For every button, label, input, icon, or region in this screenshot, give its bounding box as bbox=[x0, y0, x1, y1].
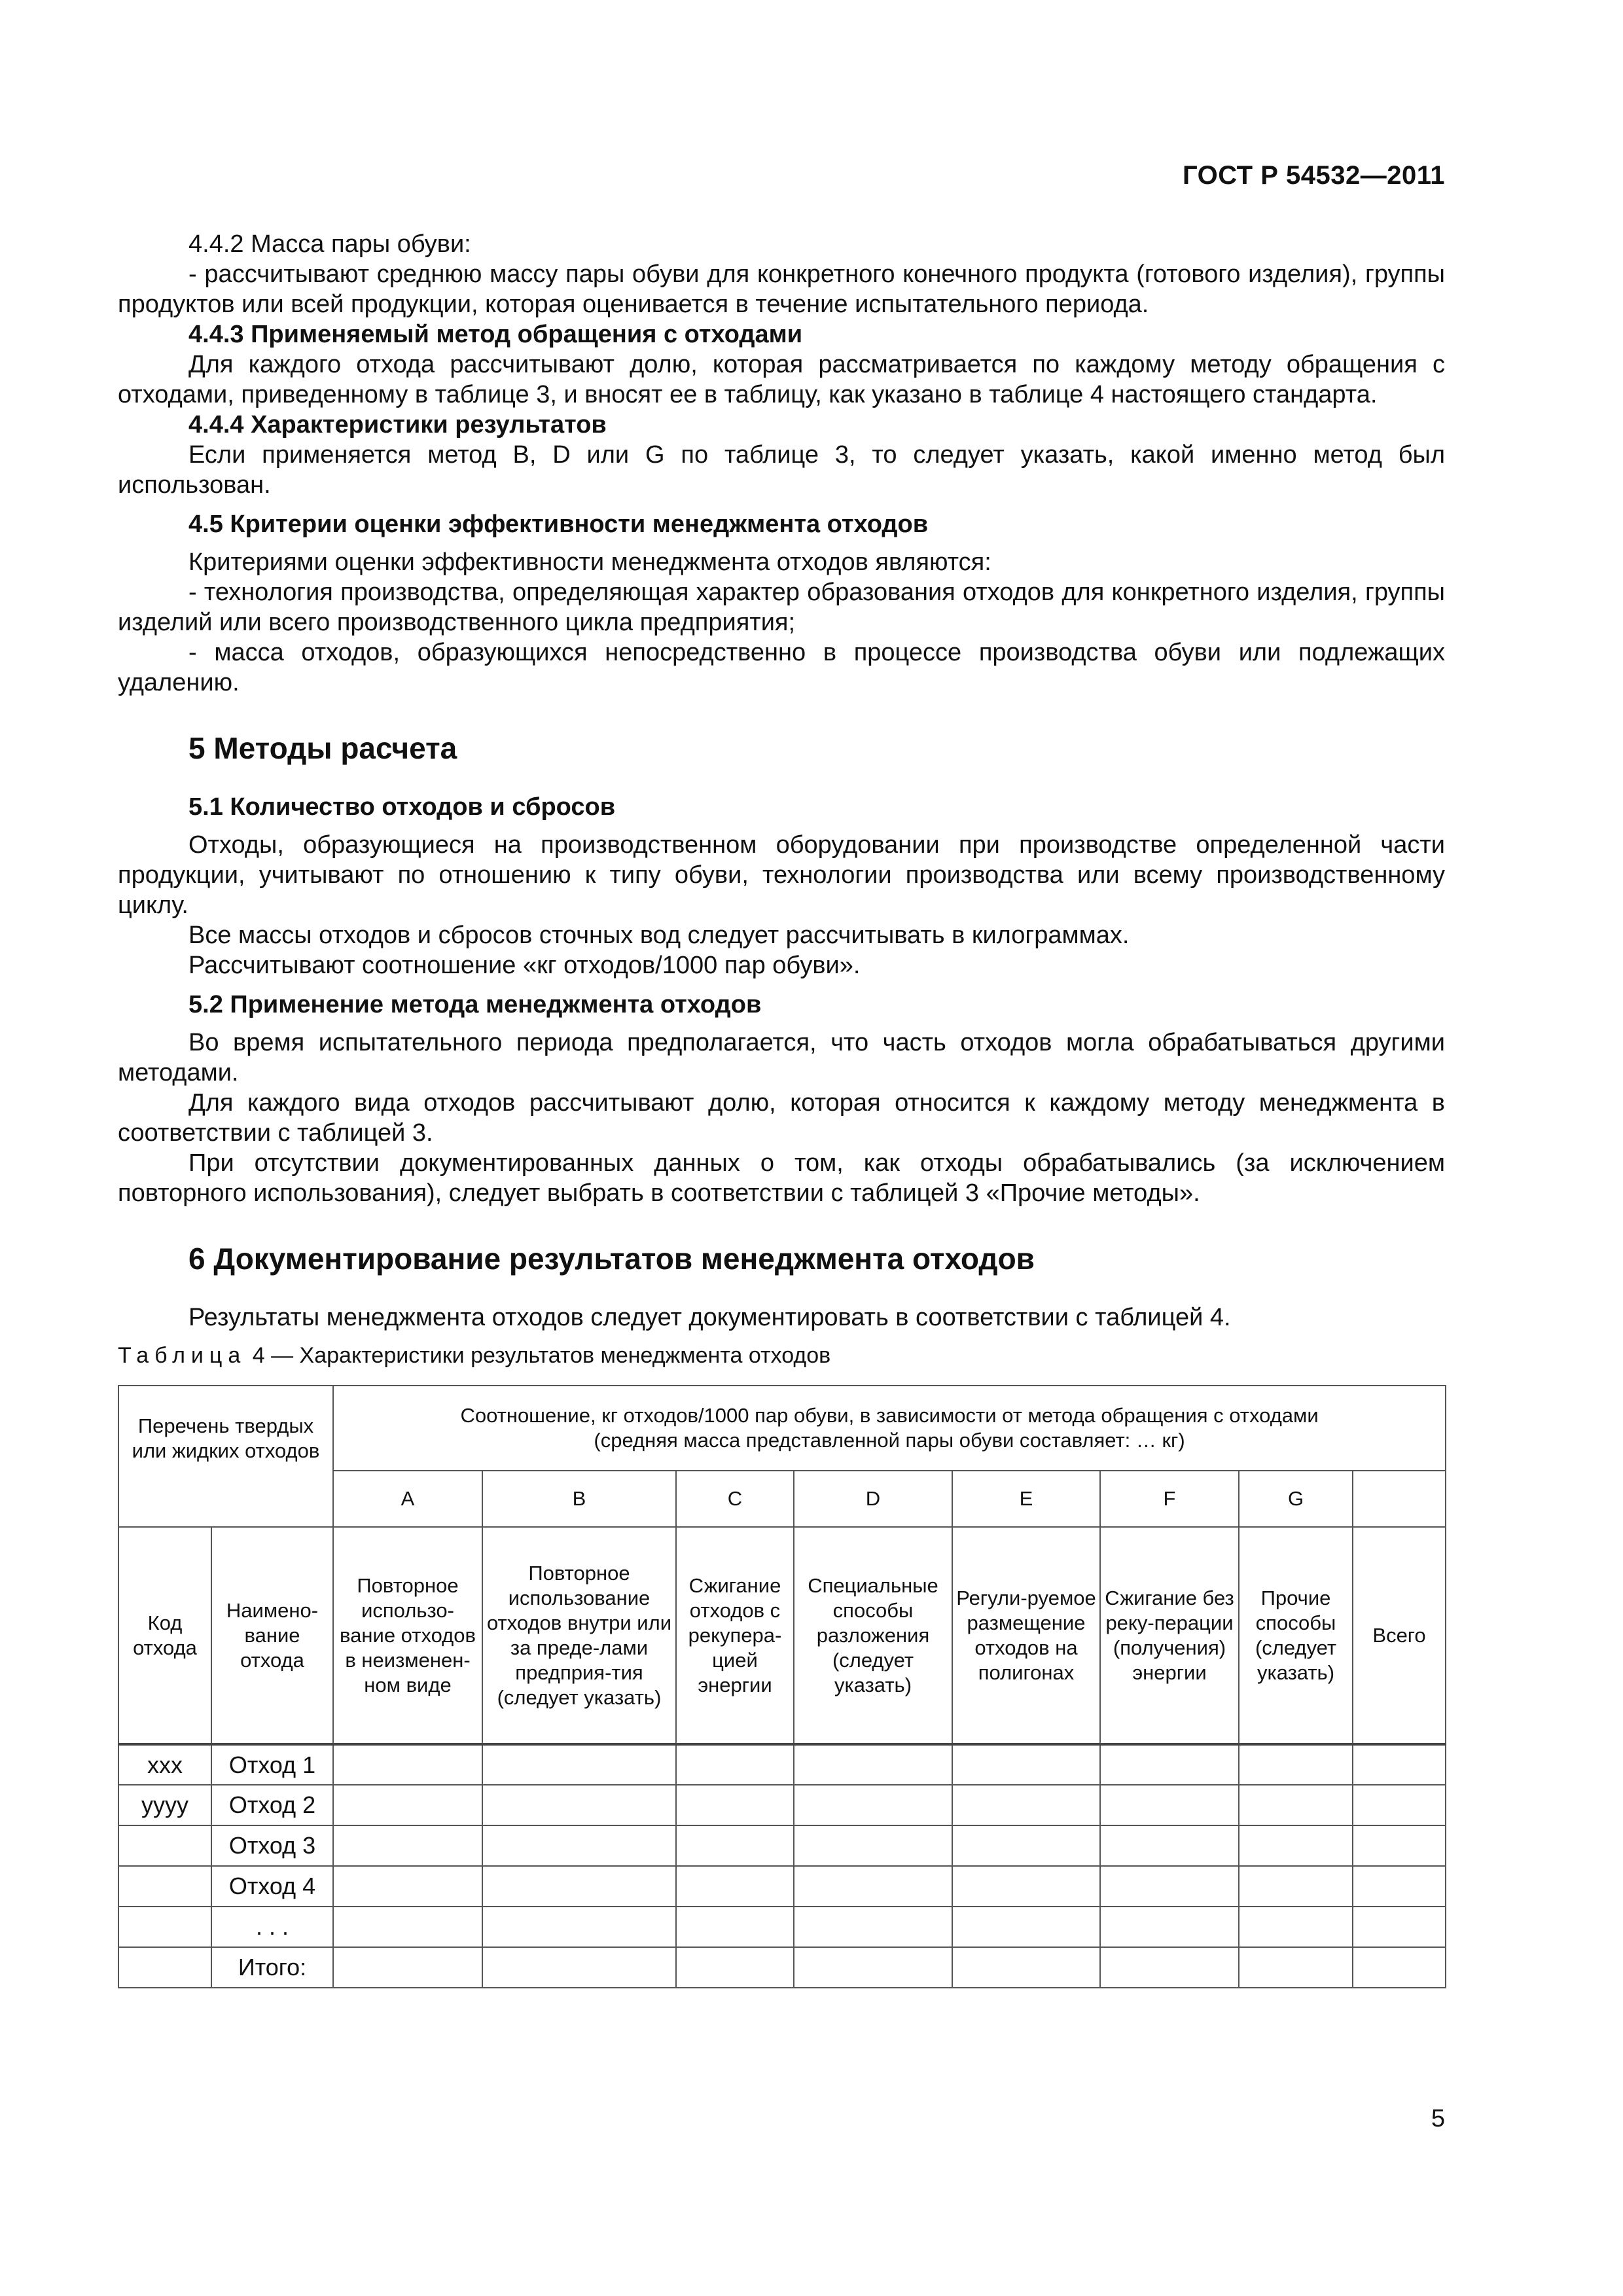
table-cell bbox=[1353, 1785, 1446, 1825]
table-cell bbox=[794, 1785, 952, 1825]
table-4 bbox=[118, 1385, 1446, 1988]
table-row bbox=[118, 1825, 1446, 1866]
method-header: Специальные способы разложения (следует указать) bbox=[794, 1527, 952, 1744]
table-row bbox=[118, 1744, 1446, 1785]
table-cell bbox=[676, 1866, 794, 1907]
table-cell bbox=[952, 1866, 1100, 1907]
method-header: Сжигание отходов с рекупера-цией энергии bbox=[676, 1527, 794, 1744]
waste-code bbox=[118, 1907, 211, 1947]
waste-name: Итого: bbox=[211, 1947, 333, 1988]
table-cell bbox=[952, 1907, 1100, 1947]
table-cell bbox=[482, 1866, 676, 1907]
section-title: 4.4.4 Характеристики результатов bbox=[188, 411, 607, 439]
paragraph: При отсутствии документированных данных о том, как отходы обрабатывались (за исключением повторного использования), следует выбрать в соответствии с таблицей 3 «Прочие методы». bbox=[118, 1149, 1445, 1207]
table-cell bbox=[1239, 1947, 1353, 1988]
section-title: 4.4.3 Применяемый метод обращения с отходами bbox=[188, 321, 803, 348]
table-cell bbox=[676, 1744, 794, 1785]
paragraph: - масса отходов, образующихся непосредственно в процессе производства обуви или подлежащих удалению. bbox=[118, 639, 1445, 696]
method-header: Регули-руемое размещение отходов на полигонах bbox=[952, 1527, 1100, 1744]
waste-code bbox=[118, 1947, 211, 1988]
page-number: 5 bbox=[1431, 2105, 1445, 2132]
table-cell bbox=[482, 1744, 676, 1785]
table-cell bbox=[1353, 1947, 1446, 1988]
method-letter: C bbox=[676, 1471, 794, 1527]
method-letter: F bbox=[1100, 1471, 1239, 1527]
table-row bbox=[118, 1866, 1446, 1907]
table-caption bbox=[118, 1340, 1445, 1371]
paragraph: Рассчитывают соотношение «кг отходов/1000 пар обуви». bbox=[188, 952, 861, 979]
chapter-title: 5 Методы расчета bbox=[188, 731, 457, 765]
paragraph: Для каждого отхода рассчитывают долю, которая рассматривается по каждому методу обращения с отходами, приведенному в таблице 3, и вносят ее в таблицу, как указано в таблице 4 настоящего стандарта. bbox=[118, 351, 1445, 408]
table-cell bbox=[333, 1866, 482, 1907]
table-cell bbox=[794, 1947, 952, 1988]
paragraph: Критериями оценки эффективности менеджмента отходов являются: bbox=[188, 548, 991, 576]
table-cell bbox=[482, 1785, 676, 1825]
table-header-row bbox=[118, 1386, 1446, 1471]
paragraph: Все массы отходов и сбросов сточных вод следует рассчитывать в килограммах. bbox=[188, 922, 1130, 949]
table-row bbox=[118, 1785, 1446, 1825]
table-cell bbox=[1353, 1744, 1446, 1785]
method-letter-empty bbox=[1353, 1471, 1446, 1527]
ratio-header-line: Соотношение, кг отходов/1000 пар обуви, в зависимости от метода обращения с отходами bbox=[460, 1404, 1319, 1427]
table-cell bbox=[1239, 1866, 1353, 1907]
table-cell bbox=[1100, 1947, 1239, 1988]
table-cell bbox=[794, 1825, 952, 1866]
table-cell bbox=[482, 1907, 676, 1947]
paragraph: Результаты менеджмента отходов следует документировать в соответствии с таблицей 4. bbox=[188, 1304, 1231, 1331]
document-body bbox=[118, 229, 1445, 1988]
table-cell bbox=[676, 1785, 794, 1825]
waste-code: yyyy bbox=[118, 1785, 211, 1825]
table-cell bbox=[794, 1866, 952, 1907]
table-cell bbox=[952, 1785, 1100, 1825]
table-cell bbox=[676, 1907, 794, 1947]
paragraph: Во время испытательного периода предполагается, что часть отходов могла обрабатываться другими методами. bbox=[118, 1029, 1445, 1086]
waste-code: xxx bbox=[118, 1744, 211, 1785]
table-cell bbox=[333, 1947, 482, 1988]
table-method-row bbox=[118, 1527, 1446, 1744]
total-header: Всего bbox=[1353, 1527, 1446, 1744]
table-caption-word: Таблица bbox=[118, 1343, 247, 1368]
paragraph: Для каждого вида отходов рассчитывают долю, которая относится к каждому методу менеджмента в соответствии с таблицей 3. bbox=[118, 1089, 1445, 1147]
table-cell bbox=[1239, 1785, 1353, 1825]
waste-name: Отход 1 bbox=[211, 1744, 333, 1785]
table-cell bbox=[1100, 1907, 1239, 1947]
table-cell bbox=[794, 1744, 952, 1785]
table-caption-text: 4 — Характеристики результатов менеджмента отходов bbox=[246, 1343, 831, 1368]
table-cell bbox=[333, 1825, 482, 1866]
section-title: 5.2 Применение метода менеджмента отходов bbox=[188, 991, 762, 1018]
section-title: 4.4.2 Масса пары обуви: bbox=[188, 230, 471, 258]
method-letter: D bbox=[794, 1471, 952, 1527]
method-header: Повторное использо-вание отходов в неизменен-ном виде bbox=[333, 1527, 482, 1744]
table-cell bbox=[1100, 1825, 1239, 1866]
section-title: 4.5 Критерии оценки эффективности менеджмента отходов bbox=[188, 511, 929, 538]
table-cell bbox=[676, 1947, 794, 1988]
code-header: Код отхода bbox=[118, 1527, 211, 1744]
method-header: Сжигание без реку-перации (получения) энергии bbox=[1100, 1527, 1239, 1744]
table-cell bbox=[1353, 1866, 1446, 1907]
waste-name: Отход 3 bbox=[211, 1825, 333, 1866]
waste-code bbox=[118, 1825, 211, 1866]
paragraph: Если применяется метод B, D или G по таблице 3, то следует указать, какой именно метод был использован. bbox=[118, 441, 1445, 499]
method-letter: B bbox=[482, 1471, 676, 1527]
chapter-title: 6 Документирование результатов менеджмента отходов bbox=[188, 1242, 1035, 1276]
table-cell bbox=[676, 1825, 794, 1866]
paragraph: - рассчитывают среднюю массу пары обуви для конкретного конечного продукта (готового изделия), группы продуктов или всей продукции, которая оценивается в течение испытательного периода. bbox=[118, 260, 1445, 318]
ratio-header bbox=[333, 1386, 1446, 1471]
table-cell bbox=[333, 1785, 482, 1825]
paragraph: Отходы, образующиеся на производственном оборудовании при производстве определенной части продукции, учитывают по отношению к типу обуви, технологии производства или всему производственному циклу. bbox=[118, 831, 1445, 919]
table-cell bbox=[1239, 1825, 1353, 1866]
list-header: Перечень твердых или жидких отходов bbox=[118, 1386, 333, 1527]
method-header: Повторное использование отходов внутри или за преде-лами предприя-тия (следует указать) bbox=[482, 1527, 676, 1744]
ratio-header-line: (средняя масса представленной пары обуви составляет: … кг) bbox=[594, 1429, 1185, 1452]
table-row bbox=[118, 1907, 1446, 1947]
table-cell bbox=[482, 1825, 676, 1866]
table-cell bbox=[1100, 1785, 1239, 1825]
method-letter: A bbox=[333, 1471, 482, 1527]
table-cell bbox=[952, 1947, 1100, 1988]
paragraph: - технология производства, определяющая характер образования отходов для конкретного изделия, группы изделий или всего производственного цикла предприятия; bbox=[118, 579, 1445, 636]
table-cell bbox=[952, 1825, 1100, 1866]
table-cell bbox=[333, 1907, 482, 1947]
section-title: 5.1 Количество отходов и сбросов bbox=[188, 793, 616, 821]
table-cell bbox=[1239, 1907, 1353, 1947]
table-cell bbox=[1353, 1825, 1446, 1866]
waste-code bbox=[118, 1866, 211, 1907]
document-code: ГОСТ Р 54532—2011 bbox=[1183, 161, 1445, 190]
waste-name: Отход 2 bbox=[211, 1785, 333, 1825]
table-cell bbox=[952, 1744, 1100, 1785]
method-letter: E bbox=[952, 1471, 1100, 1527]
name-header: Наимено-вание отхода bbox=[211, 1527, 333, 1744]
method-header: Прочие способы (следует указать) bbox=[1239, 1527, 1353, 1744]
table-cell bbox=[333, 1744, 482, 1785]
table-cell bbox=[1353, 1907, 1446, 1947]
waste-name: . . . bbox=[211, 1907, 333, 1947]
table-cell bbox=[482, 1947, 676, 1988]
table-cell bbox=[1239, 1744, 1353, 1785]
table-row bbox=[118, 1947, 1446, 1988]
waste-name: Отход 4 bbox=[211, 1866, 333, 1907]
method-letter: G bbox=[1239, 1471, 1353, 1527]
table-cell bbox=[794, 1907, 952, 1947]
table-cell bbox=[1100, 1744, 1239, 1785]
table-cell bbox=[1100, 1866, 1239, 1907]
